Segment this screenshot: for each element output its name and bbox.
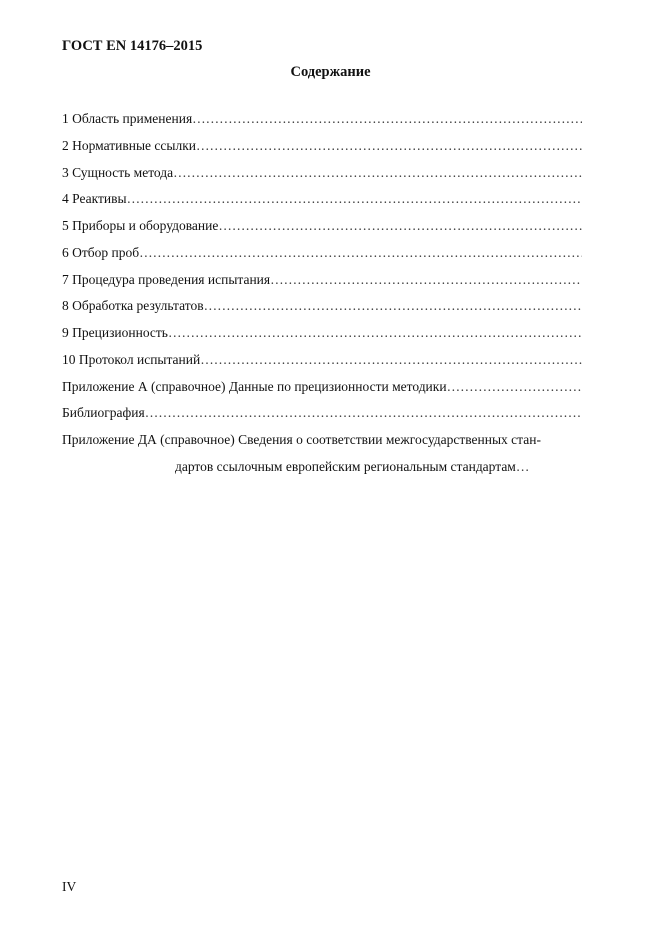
toc-entry-label: дартов ссылочным европейским региональным стандартам <box>175 458 516 474</box>
dot-leader <box>196 137 582 164</box>
dot-leader <box>173 164 582 191</box>
toc-entry[interactable] <box>62 431 582 458</box>
toc-entry-label: 9 Прецизионность <box>62 325 168 340</box>
toc-entry[interactable] <box>62 164 582 191</box>
toc-entry-label: 1 Область применения <box>62 111 193 126</box>
toc-entry-label: 6 Отбор проб <box>62 244 140 260</box>
dot-leader <box>270 271 582 298</box>
toc-entry-label: Библиография <box>62 405 145 421</box>
toc-entry[interactable] <box>62 271 582 298</box>
dot-leader <box>168 324 582 351</box>
toc-entry-label: 3 Сущность метода <box>62 164 174 180</box>
toc-entry[interactable] <box>62 217 582 244</box>
toc-entry[interactable] <box>62 190 582 217</box>
toc-entry-label: 5 Приборы и оборудование <box>62 218 219 233</box>
document-code-header: ГОСТ EN 14176–2015 <box>62 38 203 54</box>
toc-entry[interactable] <box>62 404 582 431</box>
toc-entry-label: 8 Обработка результатов <box>62 298 204 314</box>
page-title: Содержание <box>290 64 371 80</box>
dot-leader <box>200 351 582 378</box>
toc-entry[interactable] <box>62 297 582 324</box>
toc-entry-label: 7 Процедура проведения испытания <box>62 271 271 287</box>
toc-entry[interactable] <box>62 324 582 351</box>
dot-leader <box>139 244 582 271</box>
toc-entry[interactable] <box>62 244 582 271</box>
toc-entry-label: 2 Нормативные ссылки <box>62 137 196 153</box>
dot-leader <box>204 297 582 324</box>
toc-entry[interactable] <box>62 110 582 137</box>
dot-leader <box>447 378 582 405</box>
page-number: IV <box>62 879 77 894</box>
toc-entry[interactable] <box>62 137 582 164</box>
toc-entry-label: Приложение А (справочное) Данные по прецизионности методики <box>62 378 447 394</box>
toc-entry[interactable] <box>62 378 582 405</box>
toc-entry-continuation[interactable] <box>62 458 582 485</box>
dot-leader <box>145 404 582 431</box>
dot-leader <box>192 110 582 137</box>
dot-leader <box>218 217 582 244</box>
table-of-contents <box>62 110 582 485</box>
toc-entry[interactable] <box>62 351 582 378</box>
toc-entry-label: 4 Реактивы <box>62 191 127 207</box>
dot-leader <box>127 190 582 217</box>
dot-leader <box>516 458 530 485</box>
toc-entry-label: 10 Протокол испытаний <box>62 351 201 367</box>
toc-entry-label: Приложение ДА (справочное) Сведения о соответствии межгосударственных стан- <box>62 432 541 447</box>
